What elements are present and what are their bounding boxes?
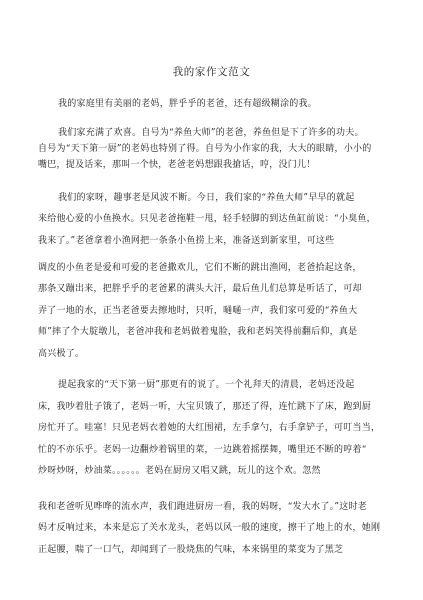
paragraph-4-line-2: 那条又蹦出来，把胖乎乎的老爸累的满头大汗，最后鱼儿们总算是听话了，可却 <box>38 284 362 294</box>
paragraph-4-line-4: 师”摔了个大腚墩儿，老爸冲我和老妈做着鬼脸，我和老妈笑得前翻后仰，真是 <box>38 327 358 337</box>
paragraph-5-line-1: 提起我家的“天下第一厨”那更有的说了。一个礼拜天的清晨，老妈还没起 <box>58 380 355 390</box>
paragraph-5-line-5: 炒呀炒呀，炒油菜。。。。。。老妈在厨房又唱又跳，玩儿的这个欢。忽然 <box>38 466 321 476</box>
paragraph-2-line-2: 自号为“天下第一厨”的老妈也特别了得。自号为小作家的我，大大的眼睛，小小的 <box>38 144 372 154</box>
paragraph-4-line-5: 高兴极了。 <box>38 349 85 359</box>
paragraph-2-line-1: 我们家充满了欢喜。自号为“养鱼大师”的老爸，养鱼但是下了许多的功夫。 <box>58 128 364 138</box>
paragraph-4-line-1: 调皮的小鱼老是爱和可爱的老爸撒欢儿，它们不断的跳出渔网，老爸拾起这条， <box>38 263 362 273</box>
paragraph-3-line-1: 我们的家呀，趣事老是风波不断。今日，我们家的“养鱼大师”早早的就起 <box>58 193 355 203</box>
paragraph-3-line-3: 我来了。”老爸拿着小渔网把一条条小鱼捞上来，准备送到新家里，可这些 <box>38 236 335 246</box>
paragraph-4-line-3: 弄了一地的水，正当老爸要去擦地时，只听，嗵嗵一声，我们家可爱的“养鱼大 <box>38 306 358 316</box>
paragraph-2-line-3: 嘴巴，提及话来，那叫一个快，老爸老妈想跟我搶话，哼，没门儿！ <box>38 160 316 170</box>
paragraph-5-line-3: 房忙开了。哇塞！只见老妈衣着她的大红围裙，左手拿勺，右手拿铲子，可叮当当， <box>38 423 381 433</box>
paragraph-6-line-1: 我和老爸听见哗哗的流水声，我们跑进厨房一看，我的妈呀，“发大水了。”这时老 <box>38 502 367 512</box>
paragraph-5-line-4: 忙的不亦乐乎。老妈一边翻炒着锅里的菜，一边跳着摇摆舞，嘴里还不断的哼着“ <box>38 445 367 455</box>
paragraph-1-line-1: 我的家庭里有美丽的老妈，胖乎乎的老爸，还有超级糊涂的我。 <box>58 99 318 109</box>
paragraph-6-line-3: 正起腰，喘了一口气，却闻到了一股烧焦的气味，本来锅里的菜变为了黑芝 <box>38 545 344 555</box>
document-title: 我的家作文范文 <box>172 66 251 78</box>
paragraph-5-line-2: 床，我吵着肚子饿了，老妈一听，大宝贝饿了，那还了得，连忙跳下了床，跑到厨 <box>38 402 372 412</box>
paragraph-3-line-2: 来给他心爱的小鱼换水。只见老爸拖鞋一甩，轻手轻脚的到达鱼缸前说：“小臭鱼， <box>38 214 376 224</box>
paragraph-6-line-2: 妈才反响过来，本来是忘了关水龙头，老妈以风一般的速度，擦干了地上的水，她刚 <box>38 523 381 533</box>
